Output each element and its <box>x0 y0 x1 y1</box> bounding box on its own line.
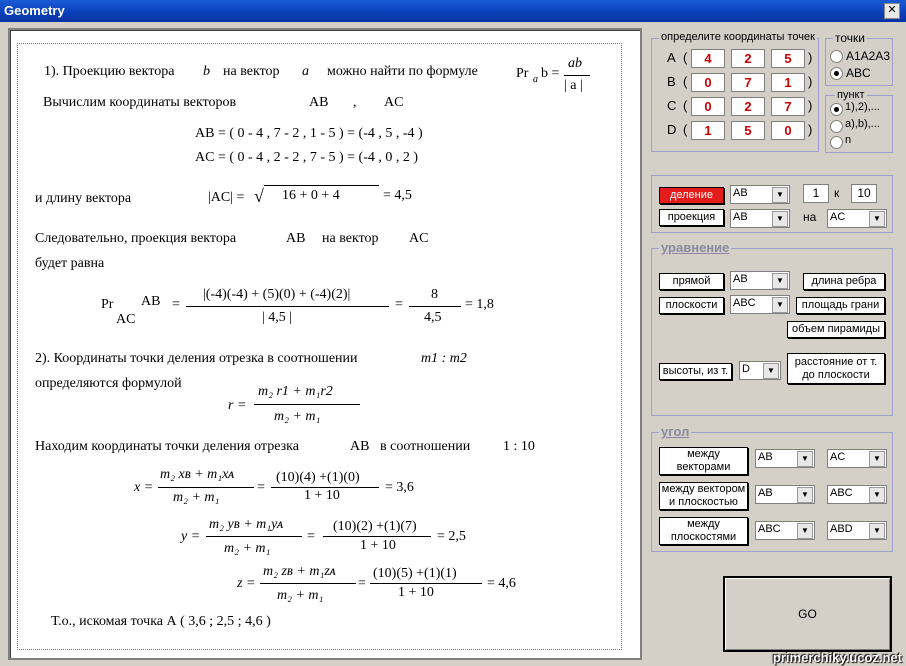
z-den: m₂ + m₁ <box>277 588 324 603</box>
chevron-down-icon: ▼ <box>869 211 885 227</box>
point-d-label: D <box>667 122 677 137</box>
conclusion-text: Следовательно, проекция вектора <box>35 231 237 246</box>
point-b-label: B <box>667 74 676 89</box>
y-den-2: 1 + 10 <box>360 538 396 553</box>
radio-numeric[interactable] <box>830 103 843 116</box>
radio-letters-label: a),b),... <box>845 118 880 130</box>
fraction-line <box>370 583 482 584</box>
angle-pl1-select[interactable] <box>755 521 815 540</box>
conclusion-text-2: на вектор <box>322 231 379 246</box>
angle-vectors-button[interactable]: между векторами <box>659 447 748 475</box>
chevron-down-icon: ▼ <box>772 297 788 313</box>
x-num-2: (10)(4) +(1)(0) <box>276 470 360 485</box>
paren: ( <box>683 122 688 137</box>
paren: ) <box>808 74 813 89</box>
r-num: m₂ r1 + m₁r2 <box>258 384 333 399</box>
chevron-down-icon: ▼ <box>772 187 788 203</box>
coord-ax[interactable]: 4 <box>691 49 725 68</box>
chevron-down-icon: ▼ <box>869 523 885 539</box>
formula-pr-sub: a <box>533 74 538 85</box>
angle-pl1-value: ABC <box>758 523 781 535</box>
chevron-down-icon: ▼ <box>797 451 813 467</box>
height-point-value: D <box>742 363 750 375</box>
y-lhs: y = <box>181 529 201 544</box>
fraction-line <box>206 536 302 537</box>
comma: , <box>353 95 357 110</box>
division-select-value: AB <box>733 187 748 199</box>
ratio-label: m1 : m2 <box>421 351 467 366</box>
division-button[interactable]: деление <box>659 187 724 204</box>
equals: = <box>395 297 403 312</box>
watermark: primerchiky.ucoz.net <box>772 650 902 665</box>
proj-num: |(-4)(-4) + (5)(0) + (-4)(2)| <box>203 287 351 302</box>
equals: = <box>257 480 265 495</box>
line-eq-button[interactable]: прямой <box>659 273 724 290</box>
angle-vp2-value: ABC <box>830 487 853 499</box>
projection-from-select[interactable] <box>730 209 790 228</box>
chevron-down-icon: ▼ <box>772 273 788 289</box>
angle-vp2-select[interactable] <box>827 485 887 504</box>
x-lhs: x = <box>134 480 154 495</box>
coords-legend: определите координаты точек <box>661 31 815 43</box>
label-ab-2: AB <box>286 231 306 246</box>
equals: = <box>172 297 180 312</box>
distance-to-plane-button[interactable]: расстояние от т. до плоскости <box>787 353 885 384</box>
coord-bz[interactable]: 1 <box>771 73 805 92</box>
ratio-m2-input[interactable]: 10 <box>851 184 877 203</box>
x-result: = 3,6 <box>385 480 414 495</box>
angle-pl2-value: ABD <box>830 523 853 535</box>
pyramid-volume-button[interactable]: объем пирамиды <box>787 321 885 338</box>
formula-text: определяются формулой <box>35 376 182 391</box>
paren: ) <box>808 98 813 113</box>
step2-text: 2). Координаты точки деления отрезка в соотношении <box>35 351 358 366</box>
z-den-2: 1 + 10 <box>398 585 434 600</box>
close-icon[interactable]: ✕ <box>884 3 900 19</box>
eq-ab: AB = ( 0 - 4 , 7 - 2 , 1 - 5 ) = (-4 , 5 , -4 ) <box>195 126 423 141</box>
proj-ab: AB <box>141 294 161 309</box>
plane-select[interactable] <box>730 295 790 314</box>
chevron-down-icon: ▼ <box>763 363 779 379</box>
height-point-select[interactable] <box>739 361 781 380</box>
y-num-2: (10)(2) +(1)(7) <box>333 519 417 534</box>
vector-b: b <box>203 64 210 79</box>
coord-cy[interactable]: 2 <box>731 97 765 116</box>
edge-length-button[interactable]: длина ребра <box>803 273 885 290</box>
proj-den-2: 4,5 <box>424 310 442 325</box>
fraction-line <box>260 583 356 584</box>
formula-pr: Pr <box>516 66 529 81</box>
paren: ( <box>683 98 688 113</box>
angle-vp1-value: AB <box>758 487 773 499</box>
equals: = <box>307 529 315 544</box>
coord-by[interactable]: 7 <box>731 73 765 92</box>
equals: = <box>358 576 366 591</box>
chevron-down-icon: ▼ <box>772 211 788 227</box>
proj-result: = 1,8 <box>465 297 494 312</box>
length-lhs: |AC| = <box>208 190 245 205</box>
fraction-line <box>254 404 360 405</box>
angle-vec2-select[interactable] <box>827 449 887 468</box>
length-value: = 4,5 <box>383 188 412 203</box>
coord-ay[interactable]: 2 <box>731 49 765 68</box>
ratio-value: 1 : 10 <box>503 439 535 454</box>
step1-text-2: на вектор <box>223 64 280 79</box>
line-select[interactable] <box>730 271 790 290</box>
find-text: Находим координаты точки деления отрезка <box>35 439 299 454</box>
proj-den: | 4,5 | <box>262 310 293 325</box>
go-button[interactable]: GO <box>723 576 892 652</box>
chevron-down-icon: ▼ <box>869 487 885 503</box>
radio-abc-label: ABC <box>846 66 871 80</box>
y-num: m₂ yʙ + m₁yᴀ <box>209 517 283 532</box>
formula-den: | a | <box>564 78 583 93</box>
angle-vec1-value: AB <box>758 451 773 463</box>
paren: ) <box>808 50 813 65</box>
z-lhs: z = <box>237 576 256 591</box>
angle-vector-plane-button[interactable]: между вектором и плоскостью <box>659 482 748 510</box>
paren: ( <box>683 50 688 65</box>
points-legend: точки <box>835 31 865 45</box>
r-lhs: r = <box>228 398 247 413</box>
fraction-line <box>564 75 590 76</box>
x-num: m₂ xʙ + m₁xᴀ <box>160 467 234 482</box>
sqrt-icon: √ <box>254 186 264 206</box>
length-radicand: 16 + 0 + 4 <box>282 188 340 203</box>
label-ac-2: AC <box>409 231 429 246</box>
x-den: m₂ + m₁ <box>173 490 220 505</box>
window-title: Geometry <box>4 3 65 18</box>
length-text: и длину вектора <box>35 191 132 206</box>
title-bar <box>0 0 906 22</box>
radio-a1a2a3[interactable] <box>830 50 843 63</box>
eq-ac: AC = ( 0 - 4 , 2 - 2 , 7 - 5 ) = (-4 , 0 , 2 ) <box>195 150 419 165</box>
paren: ) <box>808 122 813 137</box>
proj-pr: Pr <box>101 297 114 312</box>
z-result: = 4,6 <box>487 576 516 591</box>
point-a-label: A <box>667 50 676 65</box>
proj-sub: AC <box>116 312 136 327</box>
fraction-line <box>323 536 431 537</box>
coord-dy[interactable]: 5 <box>731 121 765 140</box>
label-ab: AB <box>309 95 329 110</box>
radio-n-label: n <box>845 134 852 146</box>
y-result: = 2,5 <box>437 529 466 544</box>
paren: ( <box>683 74 688 89</box>
angle-vec1-select[interactable] <box>755 449 815 468</box>
angle-vec2-value: AC <box>830 451 846 463</box>
x-den-2: 1 + 10 <box>304 488 340 503</box>
answer-text: Т.о., искомая точка А ( 3,6 ; 2,5 ; 4,6 ) <box>51 614 271 629</box>
formula-b: b = <box>541 66 560 81</box>
fraction-line <box>158 487 254 488</box>
division-select[interactable] <box>730 185 790 204</box>
coord-dz[interactable]: 0 <box>771 121 805 140</box>
label-ab-3: AB <box>350 439 370 454</box>
angle-planes-button[interactable]: между плоскостями <box>659 517 748 545</box>
ratio-k-label: к <box>834 186 840 200</box>
z-num-2: (10)(5) +(1)(1) <box>373 566 457 581</box>
fraction-line <box>186 306 389 307</box>
proj-num-2: 8 <box>431 287 438 302</box>
radio-a1a2a3-label: A1A2A3 <box>846 49 891 63</box>
chevron-down-icon: ▼ <box>869 451 885 467</box>
point-c-label: C <box>667 98 677 113</box>
chevron-down-icon: ▼ <box>797 487 813 503</box>
equation-legend: уравнение <box>661 240 730 255</box>
radio-letters[interactable] <box>830 120 843 133</box>
vector-a: a <box>302 64 309 79</box>
label-ac: AC <box>384 95 404 110</box>
z-num: m₂ zʙ + m₁zᴀ <box>263 564 336 579</box>
coord-bx[interactable]: 0 <box>691 73 725 92</box>
angle-legend: угол <box>661 424 690 439</box>
height-button[interactable]: высоты, из т. <box>659 363 732 380</box>
projection-from-value: AB <box>733 211 748 223</box>
will-be-text: будет равна <box>35 256 105 271</box>
plane-eq-button[interactable]: плоскости <box>659 297 724 314</box>
coord-cx[interactable]: 0 <box>691 97 725 116</box>
line-select-value: AB <box>733 273 748 285</box>
plane-select-value: ABC <box>733 297 756 309</box>
angle-vp1-select[interactable] <box>755 485 815 504</box>
coord-az[interactable]: 5 <box>771 49 805 68</box>
projection-to-value: AC <box>830 211 846 223</box>
projection-button[interactable]: проекция <box>659 209 724 226</box>
radio-abc[interactable] <box>830 67 843 80</box>
radio-numeric-label: 1),2),... <box>845 101 880 113</box>
step1-vectors-text: Вычислим координаты векторов <box>43 95 237 110</box>
punkt-legend: пункт <box>837 89 865 101</box>
angle-pl2-select[interactable] <box>827 521 887 540</box>
face-area-button[interactable]: площадь грани <box>796 297 885 314</box>
fraction-line <box>409 306 461 307</box>
sqrt-bar <box>264 185 379 186</box>
coord-dx[interactable]: 1 <box>691 121 725 140</box>
ratio-m1-input[interactable]: 1 <box>803 184 829 203</box>
projection-to-select[interactable] <box>827 209 887 228</box>
step1-text-3: можно найти по формуле <box>327 64 478 79</box>
coord-cz[interactable]: 7 <box>771 97 805 116</box>
projection-on-label: на <box>803 210 817 224</box>
r-den: m₂ + m₁ <box>274 409 321 424</box>
radio-n[interactable] <box>830 136 843 149</box>
formula-num: ab <box>568 56 582 71</box>
ratio-text: в соотношении <box>380 439 471 454</box>
step1-text: 1). Проекцию вектора <box>44 64 175 79</box>
y-den: m₂ + m₁ <box>224 541 271 556</box>
chevron-down-icon: ▼ <box>797 523 813 539</box>
